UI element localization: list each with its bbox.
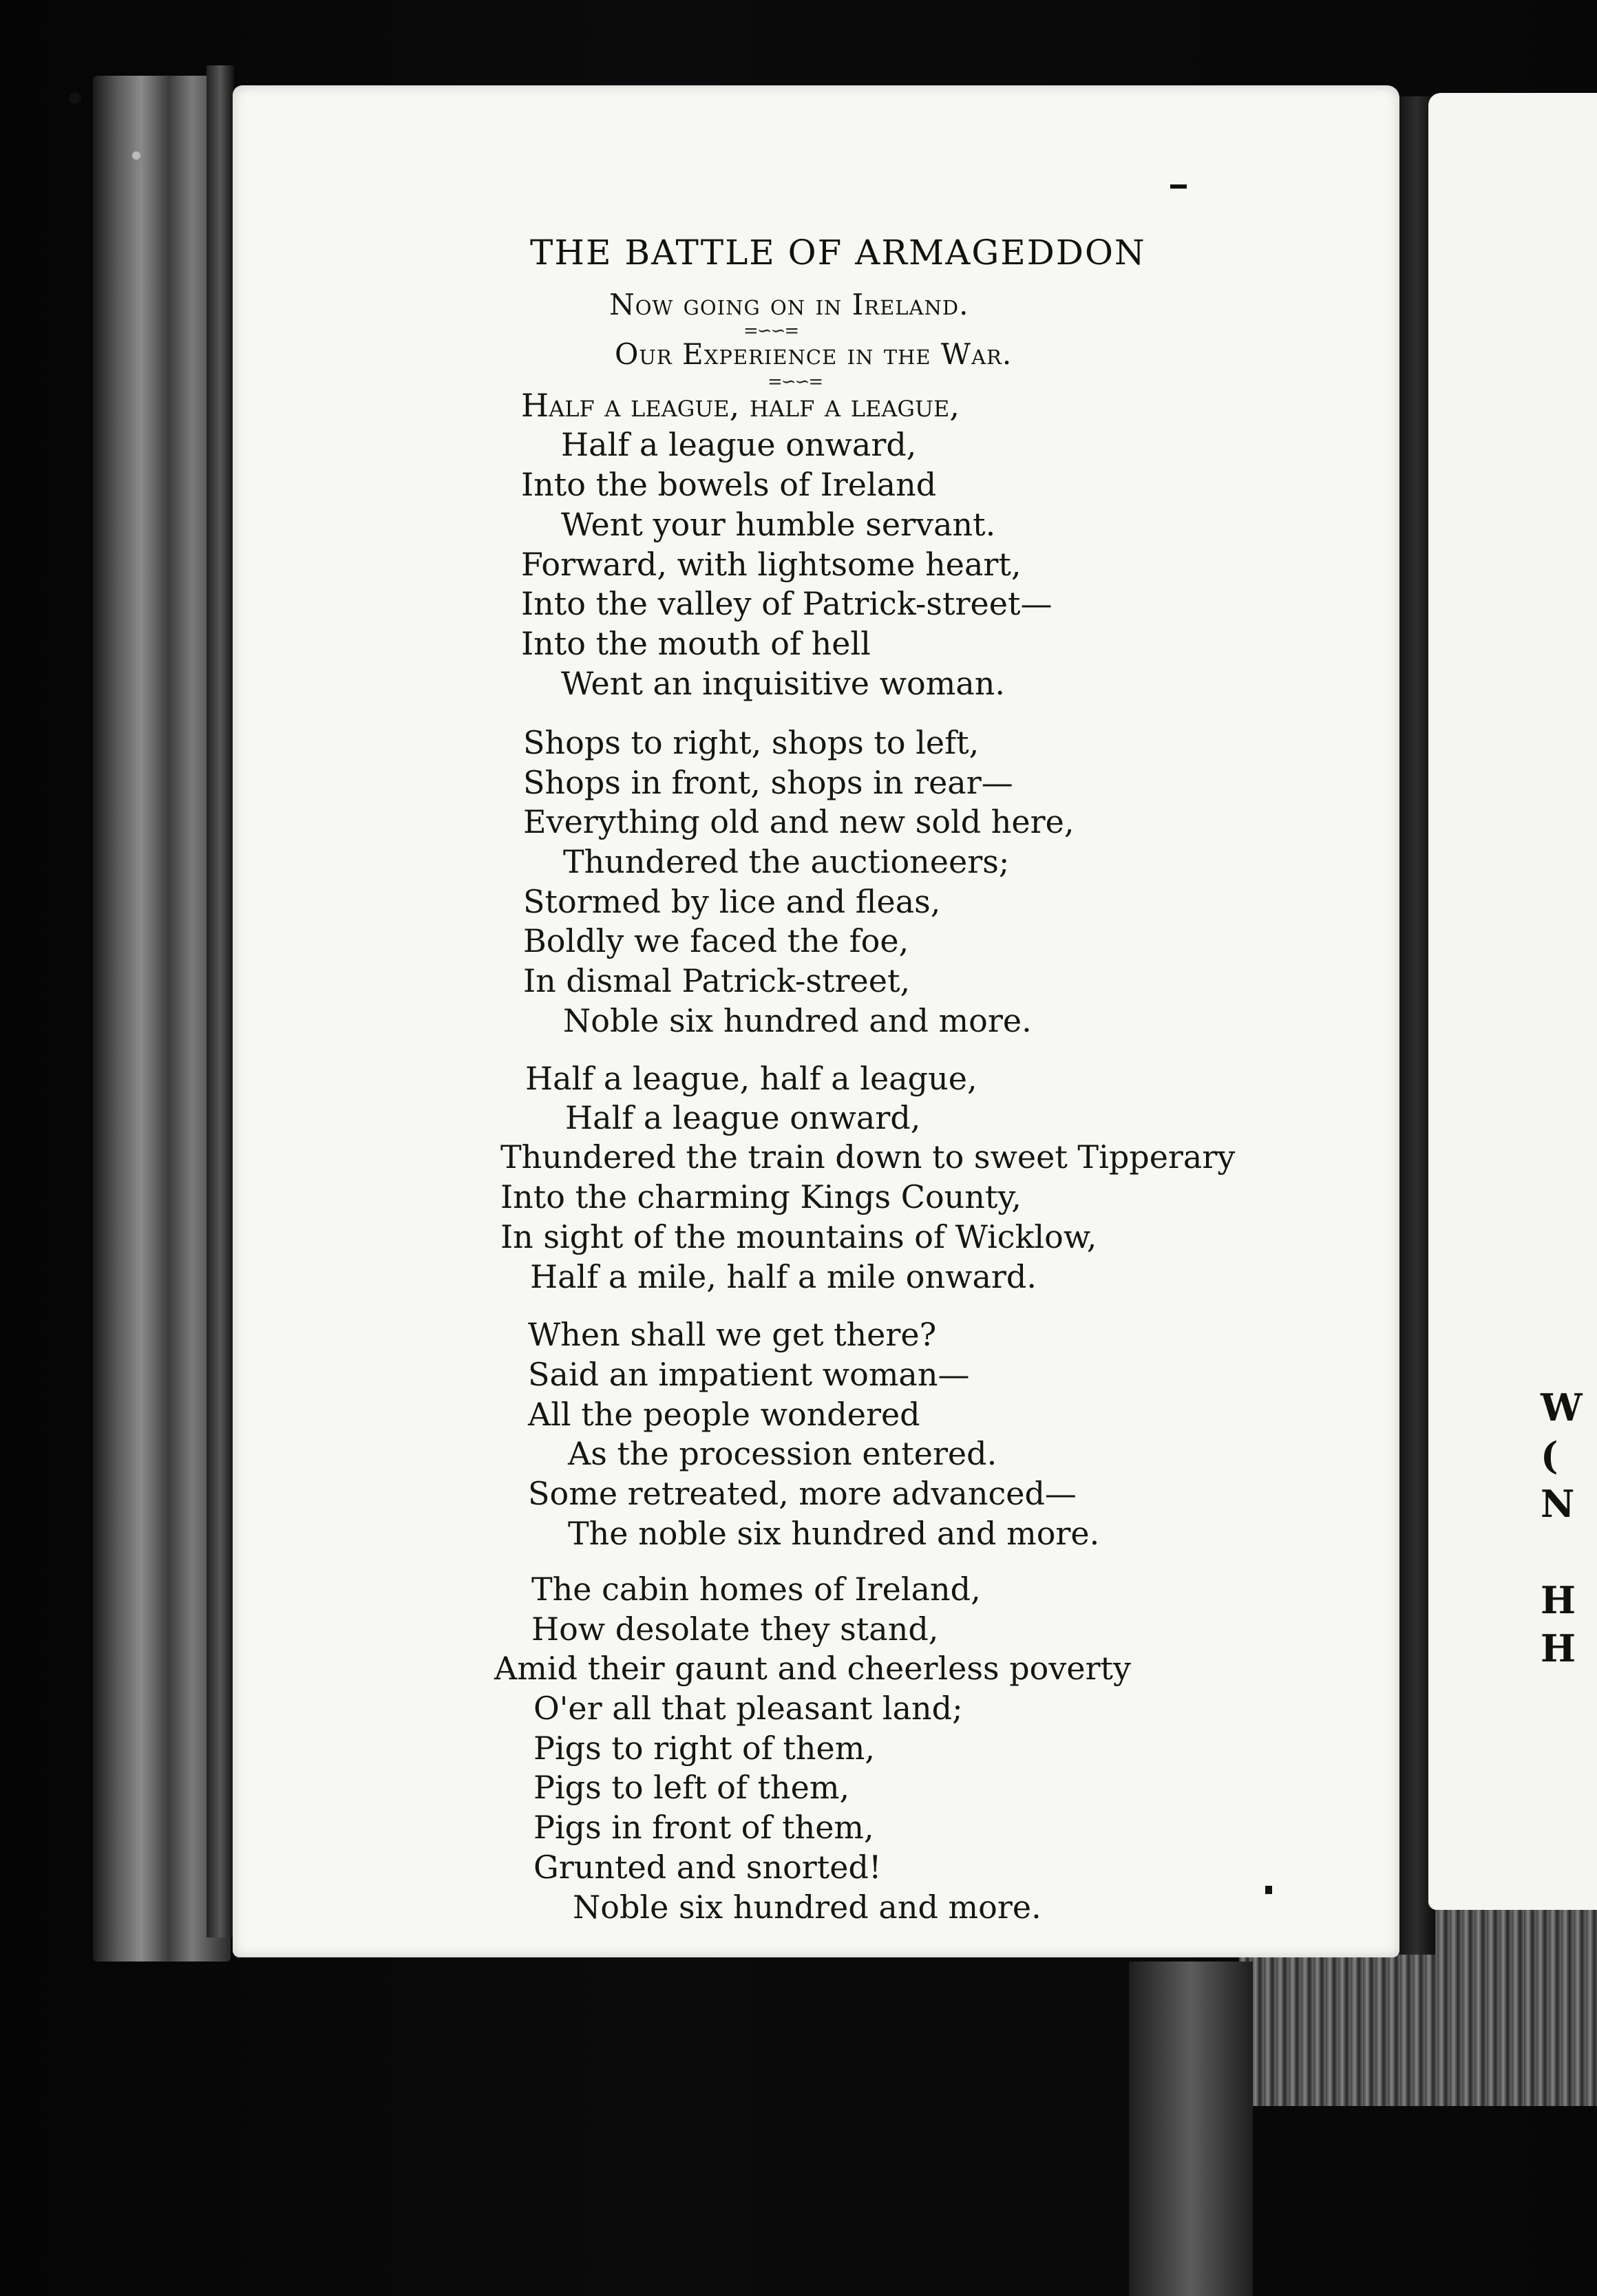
poem-line: Everything old and new sold here, <box>523 803 1075 840</box>
poem-line: Pigs to left of them, <box>533 1769 850 1806</box>
poem-line: Into the bowels of Ireland <box>521 466 937 503</box>
poem-line: Went an inquisitive woman. <box>561 665 1005 702</box>
poem-line: Thundered the auctioneers; <box>563 843 1010 880</box>
poem-line: How desolate they stand, <box>531 1611 939 1648</box>
poem-line: Thundered the train down to sweet Tipperary <box>500 1138 1236 1176</box>
page-subtitle: Now going on in Ireland. <box>609 288 969 321</box>
poem-line: Amid their gaunt and cheerless poverty <box>494 1650 1132 1687</box>
poem-line: Noble six hundred and more. <box>563 1002 1032 1039</box>
facing-fragment: H <box>1541 1626 1576 1670</box>
poem-line: Stormed by lice and fleas, <box>523 883 941 920</box>
poem-line: Pigs in front of them, <box>533 1809 874 1846</box>
poem-line: In sight of the mountains of Wicklow, <box>500 1218 1097 1255</box>
poem-line: Half a league, half a league, <box>525 1060 977 1097</box>
page-subtitle-secondary: Our Experience in the War. <box>615 337 1013 371</box>
poem-line: Some retreated, more advanced— <box>528 1475 1077 1512</box>
poem-line: Into the mouth of hell <box>521 625 871 662</box>
poem-line: The cabin homes of Ireland, <box>531 1571 981 1608</box>
facing-fragment: N <box>1541 1482 1575 1526</box>
page-title: THE BATTLE OF ARMAGEDDON <box>530 233 1146 273</box>
poem-line: Half a league, half a league, <box>521 387 960 424</box>
poem-line: O'er all that pleasant land; <box>533 1690 963 1727</box>
poem-line: Said an impatient woman— <box>528 1356 970 1393</box>
poem-line: Forward, with lightsome heart, <box>521 546 1022 583</box>
poem-line: Half a mile, half a mile onward. <box>530 1258 1037 1295</box>
poem-line: Into the valley of Patrick-street— <box>521 585 1053 622</box>
poem-line: Went your humble servant. <box>561 506 996 543</box>
poem-line: Shops to right, shops to left, <box>523 724 980 761</box>
poem-line: Pigs to right of them, <box>533 1730 875 1767</box>
poem-line: Half a league onward, <box>565 1099 921 1136</box>
poem-line: In dismal Patrick-street, <box>523 962 911 999</box>
facing-fragment: W <box>1541 1385 1583 1429</box>
poem-line: Shops in front, shops in rear— <box>523 764 1013 801</box>
poem-line: Into the charming Kings County, <box>500 1178 1022 1215</box>
poem-line: The noble six hundred and more. <box>568 1515 1100 1552</box>
ornament-divider: =∽∽= <box>768 372 823 392</box>
poem-line: Noble six hundred and more. <box>573 1889 1041 1926</box>
poem-line: As the procession entered. <box>568 1435 997 1472</box>
poem-line: Half a league onward, <box>561 426 917 463</box>
poem-line: When shall we get there? <box>528 1316 937 1353</box>
ornament-divider: =∽∽= <box>743 321 798 341</box>
facing-fragment: ( <box>1541 1434 1558 1478</box>
poem-line: Grunted and snorted! <box>533 1849 882 1886</box>
poem-line: Boldly we faced the foe, <box>523 922 909 959</box>
facing-fragment: H <box>1541 1578 1576 1622</box>
poem-line: All the people wondered <box>528 1396 920 1433</box>
